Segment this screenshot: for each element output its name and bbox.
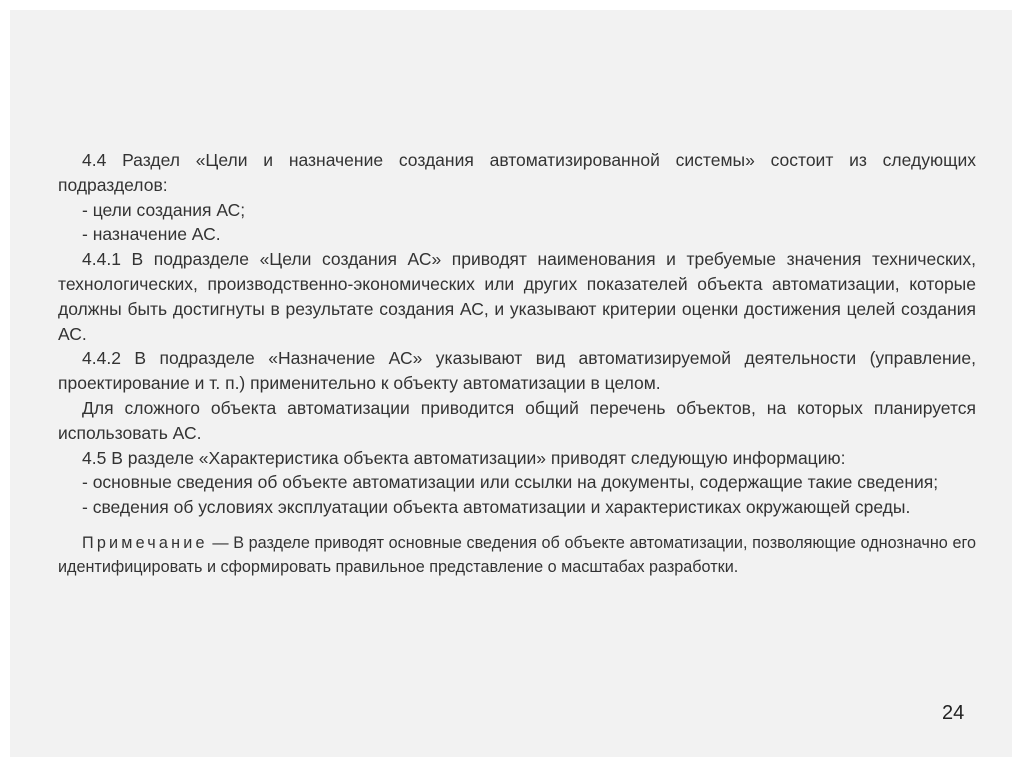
list-item-conditions: - сведения об условиях эксплуатации объекта автоматизации и характеристиках окружающей среды. — [82, 497, 911, 518]
paragraph-4-4-2: 4.4.2 В подразделе «Назначение АС» указывают вид автоматизируемой деятельности (управление, проектирование и т. п.) применительно к объекту автоматизации в целом. — [58, 348, 976, 394]
paragraph-4-4: 4.4 Раздел «Цели и назначение создания автоматизированной системы» состоит из следующих подразделов: — [58, 150, 976, 195]
paragraph-complex-object: Для сложного объекта автоматизации приводится общий перечень объектов, на которых планируется использовать АС. — [58, 397, 976, 443]
paragraph-4-5: 4.5 В разделе «Характеристика объекта автоматизации» приводят следующую информацию: — [82, 447, 846, 468]
note-text: — В разделе приводят основные сведения об объекте автоматизации, позволяющие однозначно его идентифицировать и сформировать правильное представление о масштабах разработки. — [58, 533, 976, 576]
page-number: 24 — [942, 702, 965, 724]
list-item-purpose: - назначение АС. — [82, 224, 221, 245]
note-paragraph — [58, 531, 976, 579]
note-label: Примечание — [82, 533, 208, 552]
list-item-goals: - цели создания АС; — [82, 199, 246, 220]
paragraph-4-4-1: 4.4.1 В подразделе «Цели создания АС» приводят наименования и требуемые значения технических, технологических, производственно-экономических или других показателей объекта автоматизации, которые должны быть достигнуты в результате создания АС, и указывают критерии оценки достижения целей создания АС. — [58, 249, 976, 344]
list-item-basic-info: - основные сведения об объекте автоматизации или ссылки на документы, содержащие такие сведения; — [82, 472, 939, 493]
document-body — [58, 148, 976, 579]
